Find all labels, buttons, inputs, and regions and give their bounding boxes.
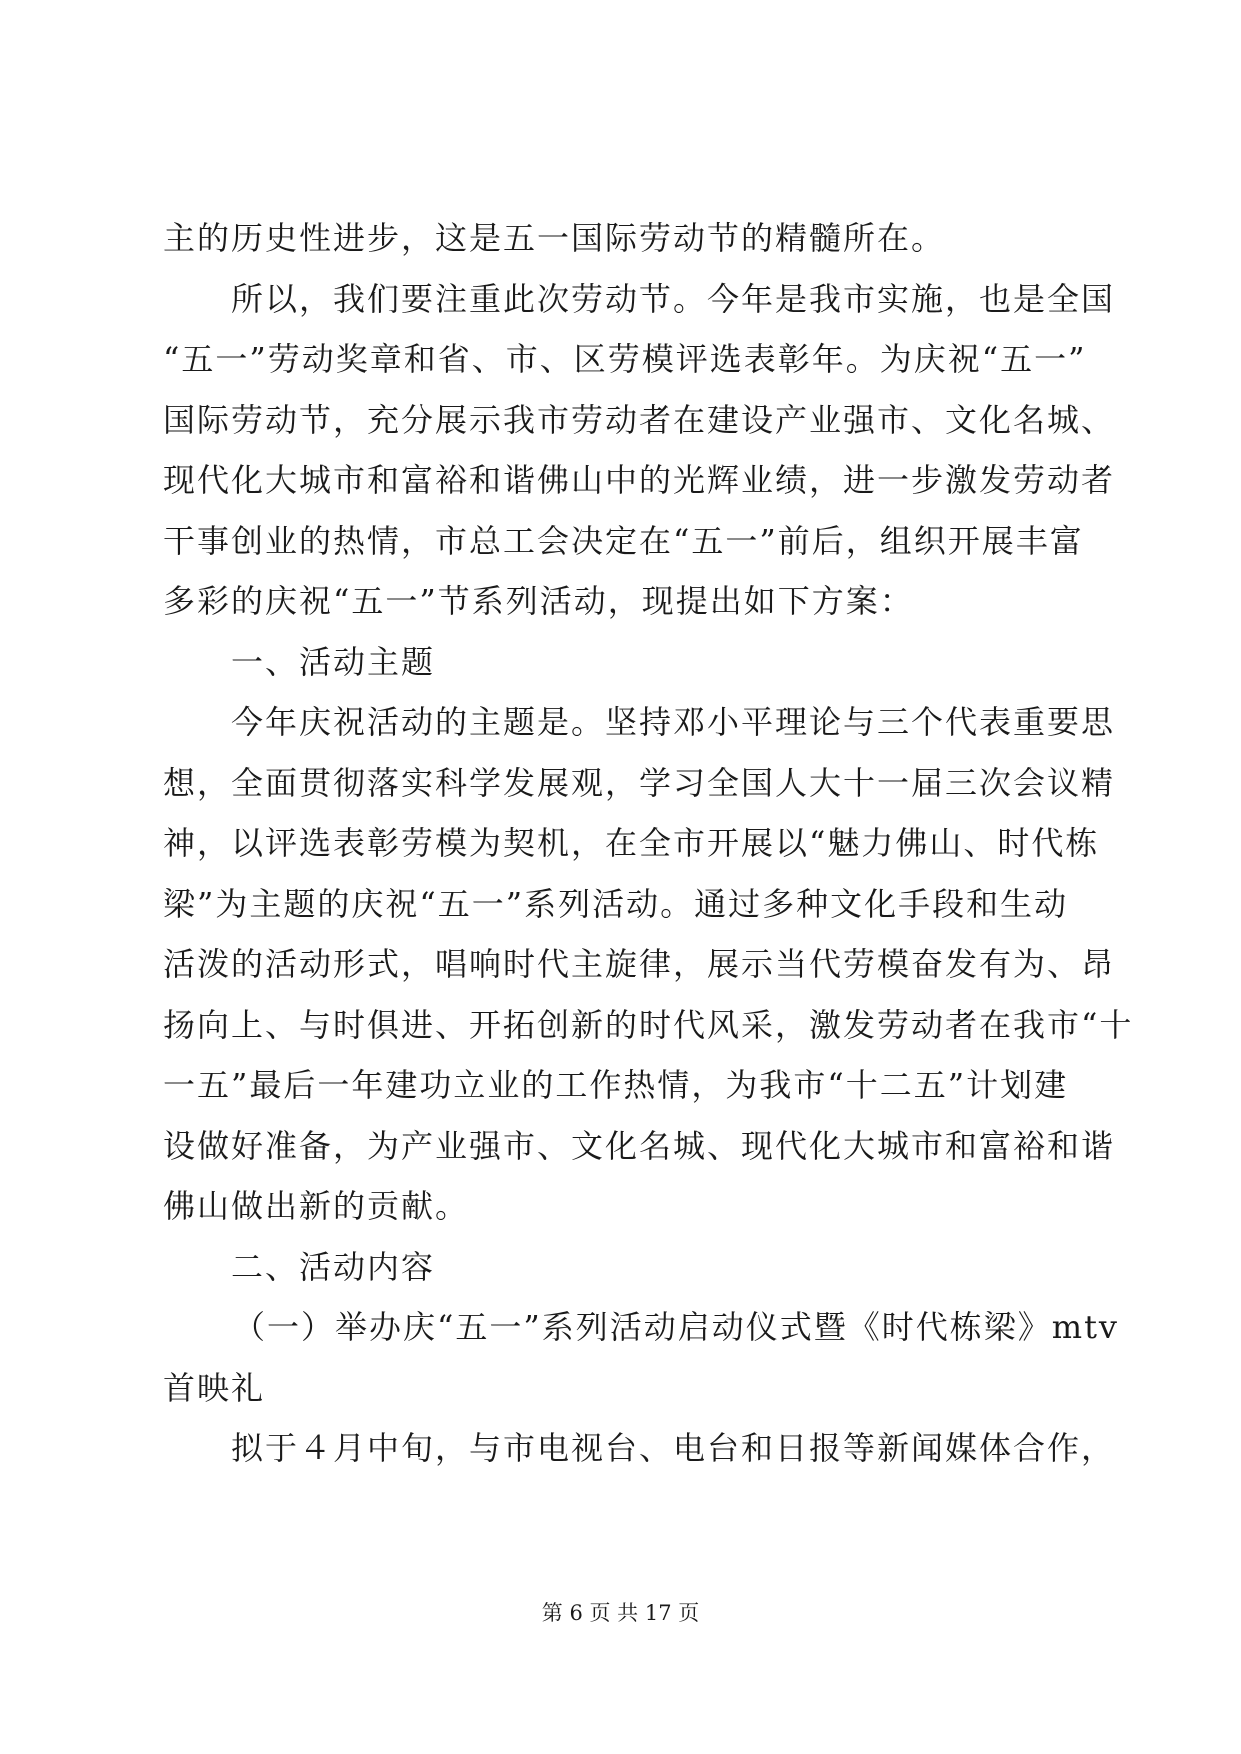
text-line: 首映礼: [163, 1368, 266, 1407]
page-footer: [0, 1598, 1241, 1628]
text-line: 神，以评选表彰劳模为契机，在全市开展以“魅力佛山、时代栋: [163, 824, 1100, 862]
body-text: [163, 208, 1134, 1479]
subsection-heading: （一）举办庆“五一”系列活动启动仪式暨《时代栋梁》mtv: [233, 1308, 1120, 1346]
text-line: 多彩的庆祝“五一”节系列活动，现提出如下方案：: [163, 582, 914, 620]
text-line: 活泼的活动形式，唱响时代主旋律，展示当代劳模奋发有为、昂: [163, 945, 1116, 983]
text-line: 梁”为主题的庆祝“五一”系列活动。通过多种文化手段和生动: [163, 884, 1069, 923]
text-line: 拟于４月中旬，与市电视台、电台和日报等新闻媒体合作，: [231, 1429, 1116, 1467]
text-line: 佛山做出新的贡献。: [163, 1187, 470, 1225]
text-line: 干事创业的热情，市总工会决定在“五一”前后，组织开展丰富: [163, 521, 1084, 560]
text-line: 现代化大城市和富裕和谐佛山中的光辉业绩，进一步激发劳动者: [163, 461, 1116, 499]
section-heading: 二、活动内容: [231, 1247, 436, 1286]
text-line: 国际劳动节，充分展示我市劳动者在建设产业强市、文化名城、: [163, 400, 1116, 439]
text-line: 主的历史性进步，这是五一国际劳动节的精髓所在。: [163, 219, 946, 257]
text-line: 今年庆祝活动的主题是。坚持邓小平理论与三个代表重要思: [231, 703, 1116, 741]
text-line: 设做好准备，为产业强市、文化名城、现代化大城市和富裕和谐: [163, 1126, 1116, 1165]
page-number-label: 第 6 页 共 17 页: [541, 1601, 700, 1625]
text-line: 扬向上、与时俱进、开拓创新的时代风采，激发劳动者在我市“十: [163, 1005, 1134, 1044]
section-heading: 一、活动主题: [231, 642, 436, 681]
text-line: 所以，我们要注重此次劳动节。今年是我市实施，也是全国: [231, 279, 1116, 318]
text-line: 一五”最后一年建功立业的工作热情，为我市“十二五”计划建: [163, 1066, 1069, 1104]
text-line: 想，全面贯彻落实科学发展观，学习全国人大十一届三次会议精: [163, 763, 1116, 802]
text-line: “五一”劳动奖章和省、市、区劳模评选表彰年。为庆祝“五一”: [163, 340, 1087, 378]
